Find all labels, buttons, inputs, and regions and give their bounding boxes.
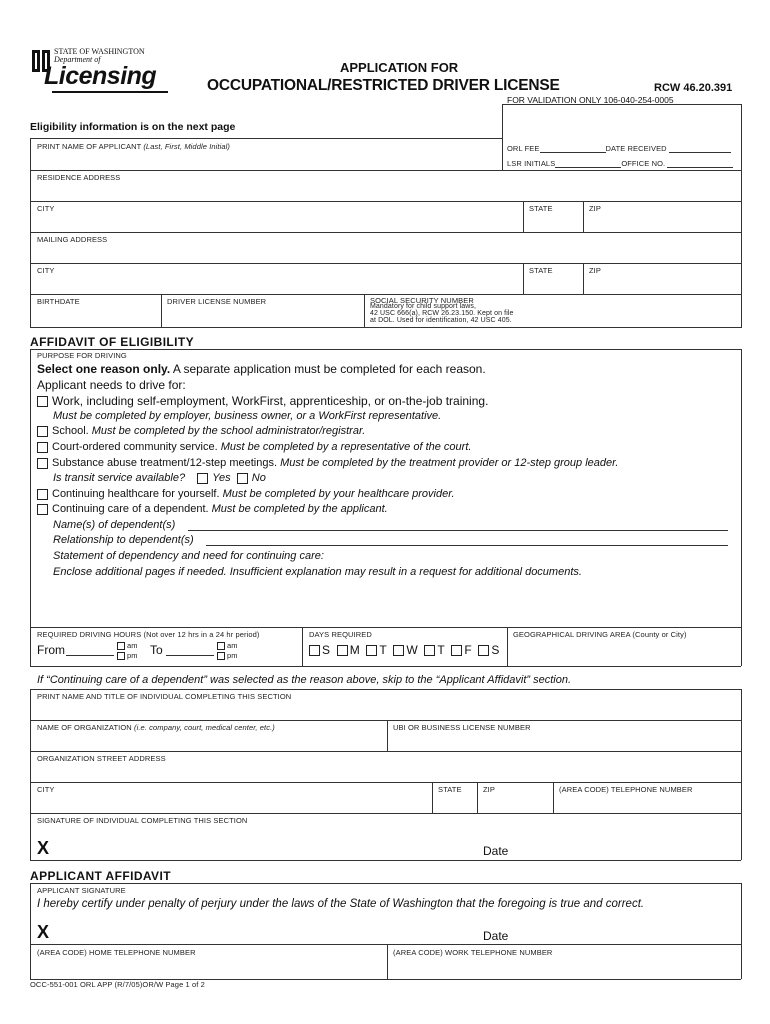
substance-checkbox[interactable] bbox=[37, 458, 48, 469]
org-street-label: ORGANIZATION STREET ADDRESS bbox=[37, 754, 166, 763]
option-work[interactable]: Work, including self-employment, WorkFirst, apprenticeship, or on-the-job training. bbox=[37, 394, 488, 408]
validation-label: FOR VALIDATION ONLY 106-040-254-0005 bbox=[507, 95, 674, 105]
org-name-label: NAME OF ORGANIZATION (i.e. company, court, medical center, etc.) bbox=[37, 723, 275, 732]
statement-field[interactable] bbox=[53, 582, 733, 624]
work-phone-field[interactable] bbox=[389, 958, 739, 976]
org-phone-label: (AREA CODE) TELEPHONE NUMBER bbox=[559, 785, 693, 794]
home-phone-field[interactable] bbox=[32, 958, 385, 976]
geo-area-label: GEOGRAPHICAL DRIVING AREA (County or City) bbox=[513, 630, 687, 639]
applicant-signature-label: APPLICANT SIGNATURE bbox=[37, 886, 126, 895]
mailing-city-field[interactable] bbox=[32, 276, 520, 292]
applicant-affidavit-title: APPLICANT AFFIDAVIT bbox=[30, 869, 171, 883]
logo-line1: STATE OF WASHINGTON bbox=[54, 47, 145, 56]
completer-date-label: Date bbox=[483, 844, 509, 858]
dependent-checkbox[interactable] bbox=[37, 504, 48, 515]
completer-name-title-field[interactable] bbox=[32, 702, 738, 718]
from-time-field[interactable] bbox=[66, 655, 114, 656]
transit-question: Is transit service available? Yes No bbox=[53, 472, 266, 484]
ssn-note-1: Mandatory for child support laws, bbox=[370, 303, 477, 310]
option-substance[interactable]: Substance abuse treatment/12-step meetings. Must be completed by the treatment provider or 12-step group leader. bbox=[37, 457, 618, 469]
applicant-name-label: PRINT NAME OF APPLICANT (Last, First, Middle Initial) bbox=[37, 142, 230, 151]
day-option[interactable]: F bbox=[451, 643, 471, 657]
lsr-initials-field[interactable]: LSR INITIALS OFFICE NO. bbox=[507, 159, 733, 168]
from-label: From bbox=[37, 643, 65, 657]
mailing-state-label: STATE bbox=[529, 266, 553, 275]
work-note: Must be completed by employer, business owner, or a WorkFirst representative. bbox=[53, 410, 442, 422]
residence-address-field[interactable] bbox=[32, 183, 738, 199]
title-line2: OCCUPATIONAL/RESTRICTED DRIVER LICENSE bbox=[207, 77, 560, 94]
logo-wordmark: Licensing bbox=[44, 62, 157, 90]
residence-zip-label: ZIP bbox=[589, 204, 601, 213]
relationship-line[interactable] bbox=[206, 545, 728, 546]
driver-license-number-label: DRIVER LICENSE NUMBER bbox=[167, 297, 267, 306]
relationship-label: Relationship to dependent(s) bbox=[53, 534, 194, 546]
logo-line2: Department of bbox=[54, 55, 101, 64]
purpose-label: PURPOSE FOR DRIVING bbox=[37, 351, 127, 360]
to-label: To bbox=[150, 643, 163, 657]
completer-signature-label: SIGNATURE OF INDIVIDUAL COMPLETING THIS SECTION bbox=[37, 816, 248, 825]
option-school[interactable]: School. Must be completed by the school administrator/registrar. bbox=[37, 425, 365, 437]
org-zip-label: ZIP bbox=[483, 785, 495, 794]
completer-name-title-label: PRINT NAME AND TITLE OF INDIVIDUAL COMPLETING THIS SECTION bbox=[37, 692, 292, 701]
enclose-note: Enclose additional pages if needed. Insufficient explanation may result in a request for additional documents. bbox=[53, 566, 582, 578]
title-line1: APPLICATION FOR bbox=[340, 60, 459, 75]
ubi-field[interactable] bbox=[389, 733, 739, 749]
option-dependent[interactable]: Continuing care of a dependent. Must be completed by the applicant. bbox=[37, 503, 388, 515]
day-option[interactable]: S bbox=[309, 643, 330, 657]
form-id-footer: OCC-551-001 ORL APP (R/7/05)OR/W Page 1 of 2 bbox=[30, 980, 205, 989]
ssn-note-2: 42 USC 666(a), RCW 26.23.150. Kept on file bbox=[370, 310, 514, 317]
transit-yes-checkbox[interactable] bbox=[197, 473, 208, 484]
day-option[interactable]: W bbox=[393, 643, 417, 657]
completer-signature-x: X bbox=[37, 838, 50, 858]
certify-statement: I hereby certify under penalty of perjury under the laws of the State of Washington that the foregoing is true and correct. bbox=[37, 898, 645, 910]
mailing-address-label: MAILING ADDRESS bbox=[37, 235, 108, 244]
ubi-label: UBI OR BUSINESS LICENSE NUMBER bbox=[393, 723, 531, 732]
logo-underline bbox=[52, 91, 168, 93]
ssn-note-3: at DOL. Used for identification, 42 USC 405. bbox=[370, 317, 512, 324]
day-option[interactable]: M bbox=[337, 643, 360, 657]
to-pm-option[interactable]: pm bbox=[217, 651, 238, 660]
eligibility-note: Eligibility information is on the next page bbox=[30, 121, 236, 133]
needs-line: Applicant needs to drive for: bbox=[37, 378, 186, 392]
ssn-label: SOCIAL SECURITY NUMBER bbox=[370, 296, 474, 305]
day-option[interactable]: T bbox=[366, 643, 386, 657]
to-time-field[interactable] bbox=[166, 655, 214, 656]
option-healthcare[interactable]: Continuing healthcare for yourself. Must be completed by your healthcare provider. bbox=[37, 488, 455, 500]
applicant-name-field[interactable] bbox=[32, 152, 500, 168]
dol-logo bbox=[30, 46, 170, 96]
applicant-signature-x: X bbox=[37, 922, 50, 942]
org-street-field[interactable] bbox=[32, 764, 738, 780]
day-option[interactable]: T bbox=[424, 643, 444, 657]
option-court[interactable]: Court-ordered community service. Must be completed by a representative of the court. bbox=[37, 441, 471, 453]
orl-fee-field[interactable]: ORL FEE DATE RECEIVED bbox=[507, 144, 731, 153]
affidavit-title: AFFIDAVIT OF ELIGIBILITY bbox=[30, 335, 195, 349]
school-checkbox[interactable] bbox=[37, 426, 48, 437]
from-am-option[interactable]: am bbox=[117, 641, 138, 650]
day-option[interactable]: S bbox=[478, 643, 499, 657]
org-city-label: CITY bbox=[37, 785, 55, 794]
court-checkbox[interactable] bbox=[37, 442, 48, 453]
healthcare-checkbox[interactable] bbox=[37, 489, 48, 500]
transit-no-checkbox[interactable] bbox=[237, 473, 248, 484]
dependent-names-line[interactable] bbox=[188, 530, 728, 531]
mailing-zip-label: ZIP bbox=[589, 266, 601, 275]
geo-area-field[interactable] bbox=[509, 640, 739, 664]
days-required-label: DAYS REQUIRED bbox=[309, 630, 372, 639]
statement-label: Statement of dependency and need for continuing care: bbox=[53, 550, 324, 562]
applicant-signature-field[interactable] bbox=[55, 922, 475, 942]
applicant-date-label: Date bbox=[483, 929, 509, 943]
mailing-city-label: CITY bbox=[37, 266, 55, 275]
residence-state-label: STATE bbox=[529, 204, 553, 213]
residence-city-label: CITY bbox=[37, 204, 55, 213]
driving-hours-label: REQUIRED DRIVING HOURS (Not over 12 hrs in a 24 hr period) bbox=[37, 630, 260, 639]
rcw-label: RCW 46.20.391 bbox=[654, 82, 733, 94]
completer-signature-field[interactable] bbox=[55, 838, 475, 858]
work-checkbox[interactable] bbox=[37, 396, 48, 407]
home-phone-label: (AREA CODE) HOME TELEPHONE NUMBER bbox=[37, 948, 196, 957]
to-am-option[interactable]: am bbox=[217, 641, 238, 650]
select-one-line: Select one reason only. A separate application must be completed for each reason. bbox=[37, 362, 486, 376]
birthdate-label: BIRTHDATE bbox=[37, 297, 80, 306]
residence-address-label: RESIDENCE ADDRESS bbox=[37, 173, 121, 182]
from-pm-option[interactable]: pm bbox=[117, 651, 138, 660]
org-name-field[interactable] bbox=[32, 733, 385, 749]
org-state-label: STATE bbox=[438, 785, 462, 794]
days-checkboxes bbox=[309, 643, 499, 657]
mailing-address-field[interactable] bbox=[32, 245, 738, 261]
work-phone-label: (AREA CODE) WORK TELEPHONE NUMBER bbox=[393, 948, 553, 957]
residence-city-field[interactable] bbox=[32, 214, 520, 230]
skip-note: If “Continuing care of a dependent” was selected as the reason above, skip to the “Applicant Affidavit” section. bbox=[37, 674, 572, 686]
dependent-names-label: Name(s) of dependent(s) bbox=[53, 519, 176, 531]
